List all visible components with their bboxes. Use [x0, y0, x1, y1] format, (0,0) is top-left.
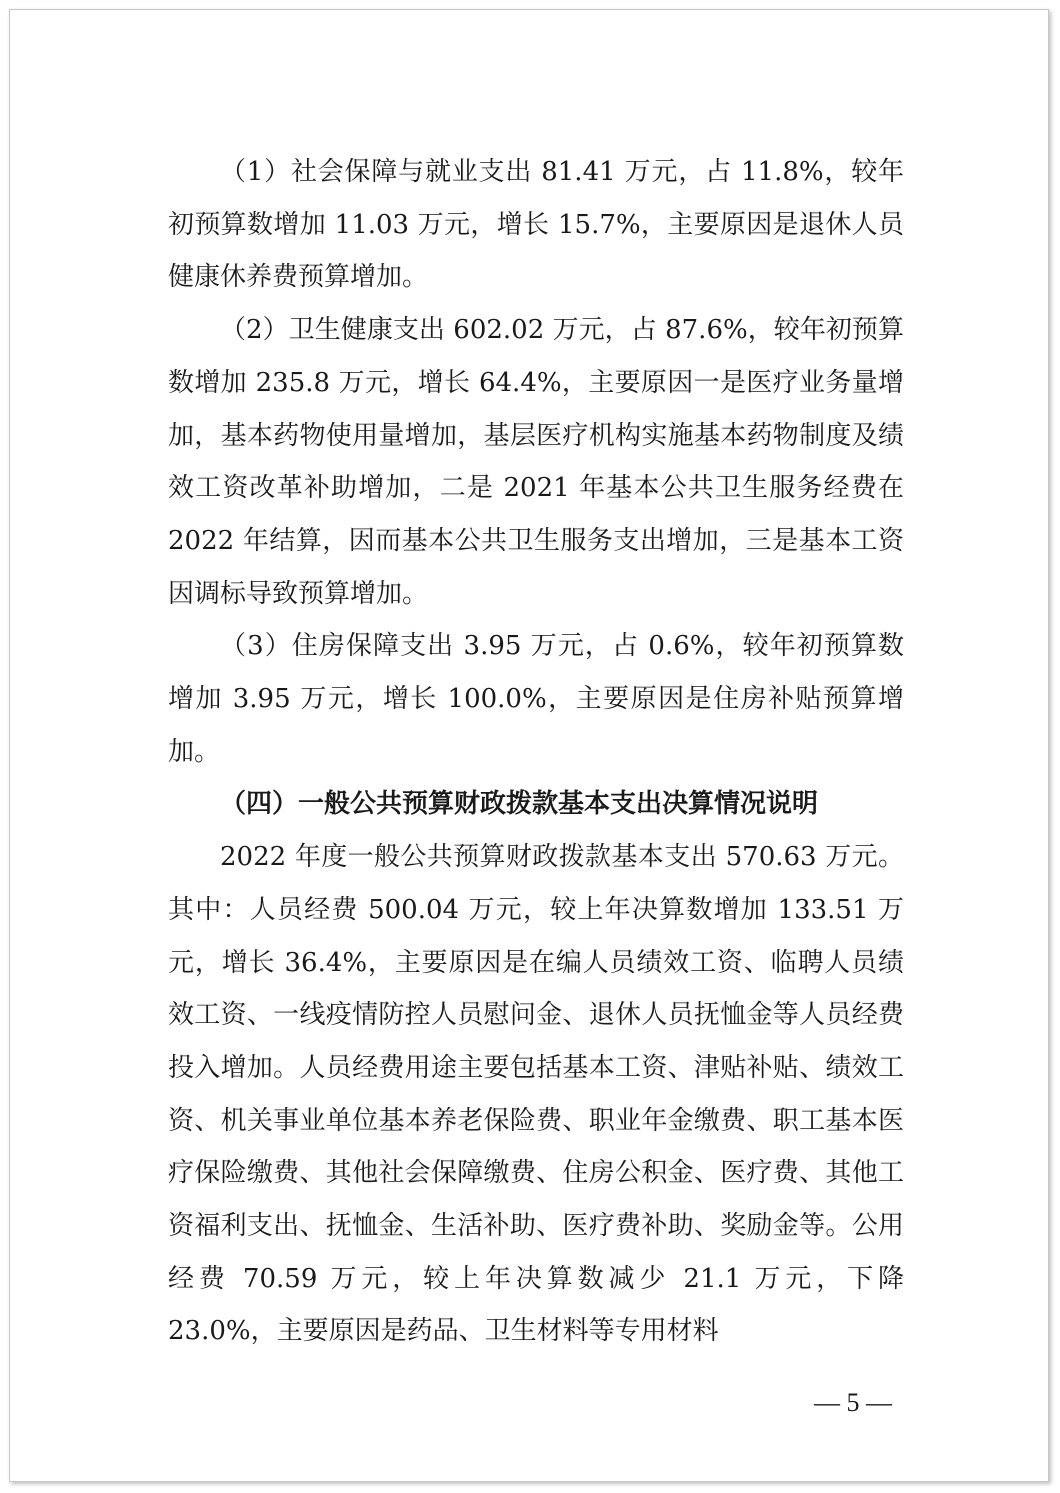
paragraph-social-security: （1）社会保障与就业支出 81.41 万元，占 11.8%，较年初预算数增加 11.03 万元，增长 15.7%，主要原因是退休人员健康休养费预算增加。	[168, 157, 904, 293]
paragraph-basic-expenditure: 2022 年度一般公共预算财政拨款基本支出 570.63 万元。其中：人员经费 500.04 万元，较上年决算数增加 133.51 万元，增长 36.4%，主要原因是在编人员绩效工资、临聘人员绩效工资、一线疫情防控人员慰问金、退休人员抚恤金等人员经费投入增加。人员经费用途主要包括基本工资、津贴补贴、绩效工资、机关事业单位基本养老保险费、职业年金缴费、职工基本医疗保险缴费、其他社会保障缴费、住房公积金、医疗费、其他工资福利支出、抚恤金、生活补助、医疗费补助、奖励金等。公用经费 70.59 万元，较上年决算数减少 21.1 万元，下降 23.0%，主要原因是药品、卫生材料等专用材料	[168, 842, 904, 1347]
document-body	[168, 146, 904, 1358]
section-heading: （四）一般公共预算财政拨款基本支出决算情况说明	[220, 789, 819, 820]
paragraph-housing: （3）住房保障支出 3.95 万元，占 0.6%，较年初预算数增加 3.95 万元，增长 100.0%，主要原因是住房补贴预算增加。	[168, 631, 904, 767]
document-page	[9, 9, 1049, 1482]
page-number: — 5 —	[814, 1388, 892, 1417]
paragraph-health: （2）卫生健康支出 602.02 万元，占 87.6%，较年初预算数增加 235.8 万元，增长 64.4%，主要原因一是医疗业务量增加，基本药物使用量增加，基层医疗机构实施基本药物制度及绩效工资改革补助增加，二是 2021 年基本公共卫生服务经费在 2022 年结算，因而基本公共卫生服务支出增加，三是基本工资因调标导致预算增加。	[168, 315, 904, 609]
